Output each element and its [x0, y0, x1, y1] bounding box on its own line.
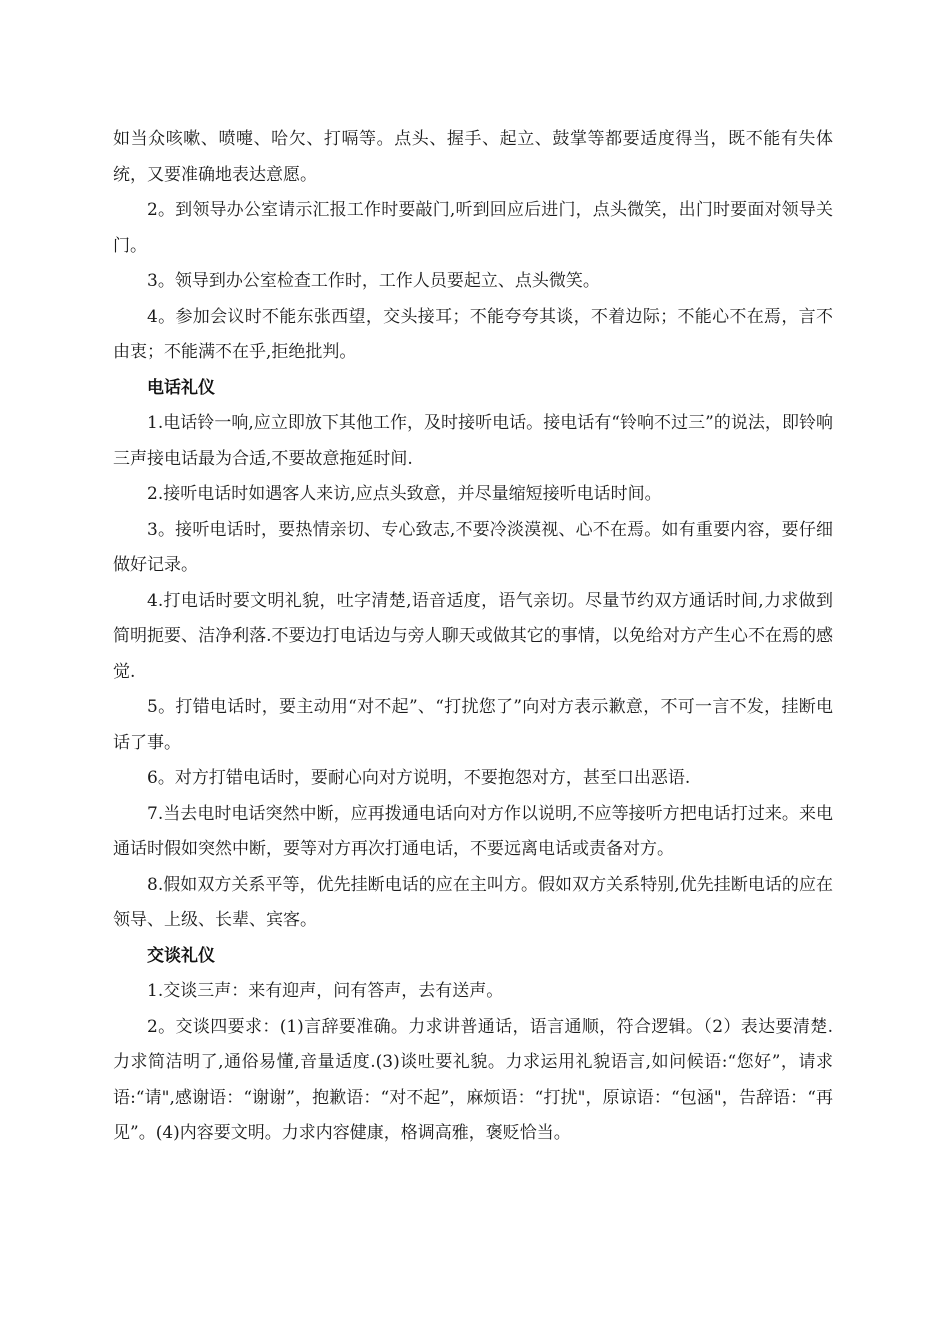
- phone-item-5: 5。打错电话时，要主动用“对不起”、“打扰您了”向对方表示歉意，不可一言不发，挂断电话了事。: [113, 697, 833, 753]
- conversation-item-2: 2。交谈四要求：(1)言辞要准确。力求讲普通话，语言通顺，符合逻辑。（2）表达要清楚.力求简洁明了,通俗易懂,音量适度.(3)谈吐要礼貌。力求运用礼貌语言,如问候语:“您好”，请求语:“请",感谢语：“谢谢”，抱歉语：“对不起”，麻烦语：“打扰"，原谅语：“包涵"，告辞语：“再见”。(4)内容要文明。力求内容健康，格调高雅，褒贬恰当。: [113, 1016, 833, 1143]
- phone-item-6: 6。对方打错电话时，要耐心向对方说明，不要抱怨对方，甚至口出恶语.: [147, 768, 691, 788]
- paragraph-item-3: 3。领导到办公室检查工作时，工作人员要起立、点头微笑。: [147, 271, 600, 291]
- paragraph-continuation: 如当众咳嗽、喷嚏、哈欠、打嗝等。点头、握手、起立、鼓掌等都要适度得当，既不能有失体统，又要准确地表达意愿。: [113, 129, 833, 185]
- phone-item-2: 2.接听电话时如遇客人来访,应点头致意，并尽量缩短接听电话时间。: [147, 484, 662, 504]
- section-heading-conversation: 交谈礼仪: [147, 945, 215, 966]
- phone-item-1: 1.电话铃一响,应立即放下其他工作，及时接听电话。接电话有“铃响不过三”的说法，即铃响三声接电话最为合适,不要故意拖延时间.: [113, 413, 833, 469]
- conversation-item-1: 1.交谈三声：来有迎声，问有答声，去有送声。: [147, 981, 504, 1001]
- phone-item-3: 3。接听电话时，要热情亲切、专心致志,不要冷淡漠视、心不在焉。如有重要内容，要仔细做好记录。: [113, 519, 833, 575]
- phone-item-4: 4.打电话时要文明礼貌，吐字清楚,语音适度，语气亲切。尽量节约双方通话时间,力求做到简明扼要、洁净利落.不要边打电话边与旁人聊天或做其它的事情，以免给对方产生心不在焉的感觉.: [113, 590, 833, 682]
- phone-item-8: 8.假如双方关系平等，优先挂断电话的应在主叫方。假如双方关系特别,优先挂断电话的应在领导、上级、长辈、宾客。: [113, 874, 833, 930]
- paragraph-item-4: 4。参加会议时不能东张西望，交头接耳；不能夸夸其谈，不着边际；不能心不在焉，言不由衷；不能满不在乎,拒绝批判。: [113, 306, 833, 362]
- paragraph-item-2: 2。到领导办公室请示汇报工作时要敲门,听到回应后进门，点头微笑，出门时要面对领导关门。: [113, 200, 833, 256]
- phone-item-7: 7.当去电时电话突然中断，应再拨通电话向对方作以说明,不应等接听方把电话打过来。来电通话时假如突然中断，要等对方再次打通电话，不要远离电话或责备对方。: [113, 803, 833, 859]
- document-page: [113, 122, 833, 1152]
- section-heading-phone: 电话礼仪: [147, 377, 215, 398]
